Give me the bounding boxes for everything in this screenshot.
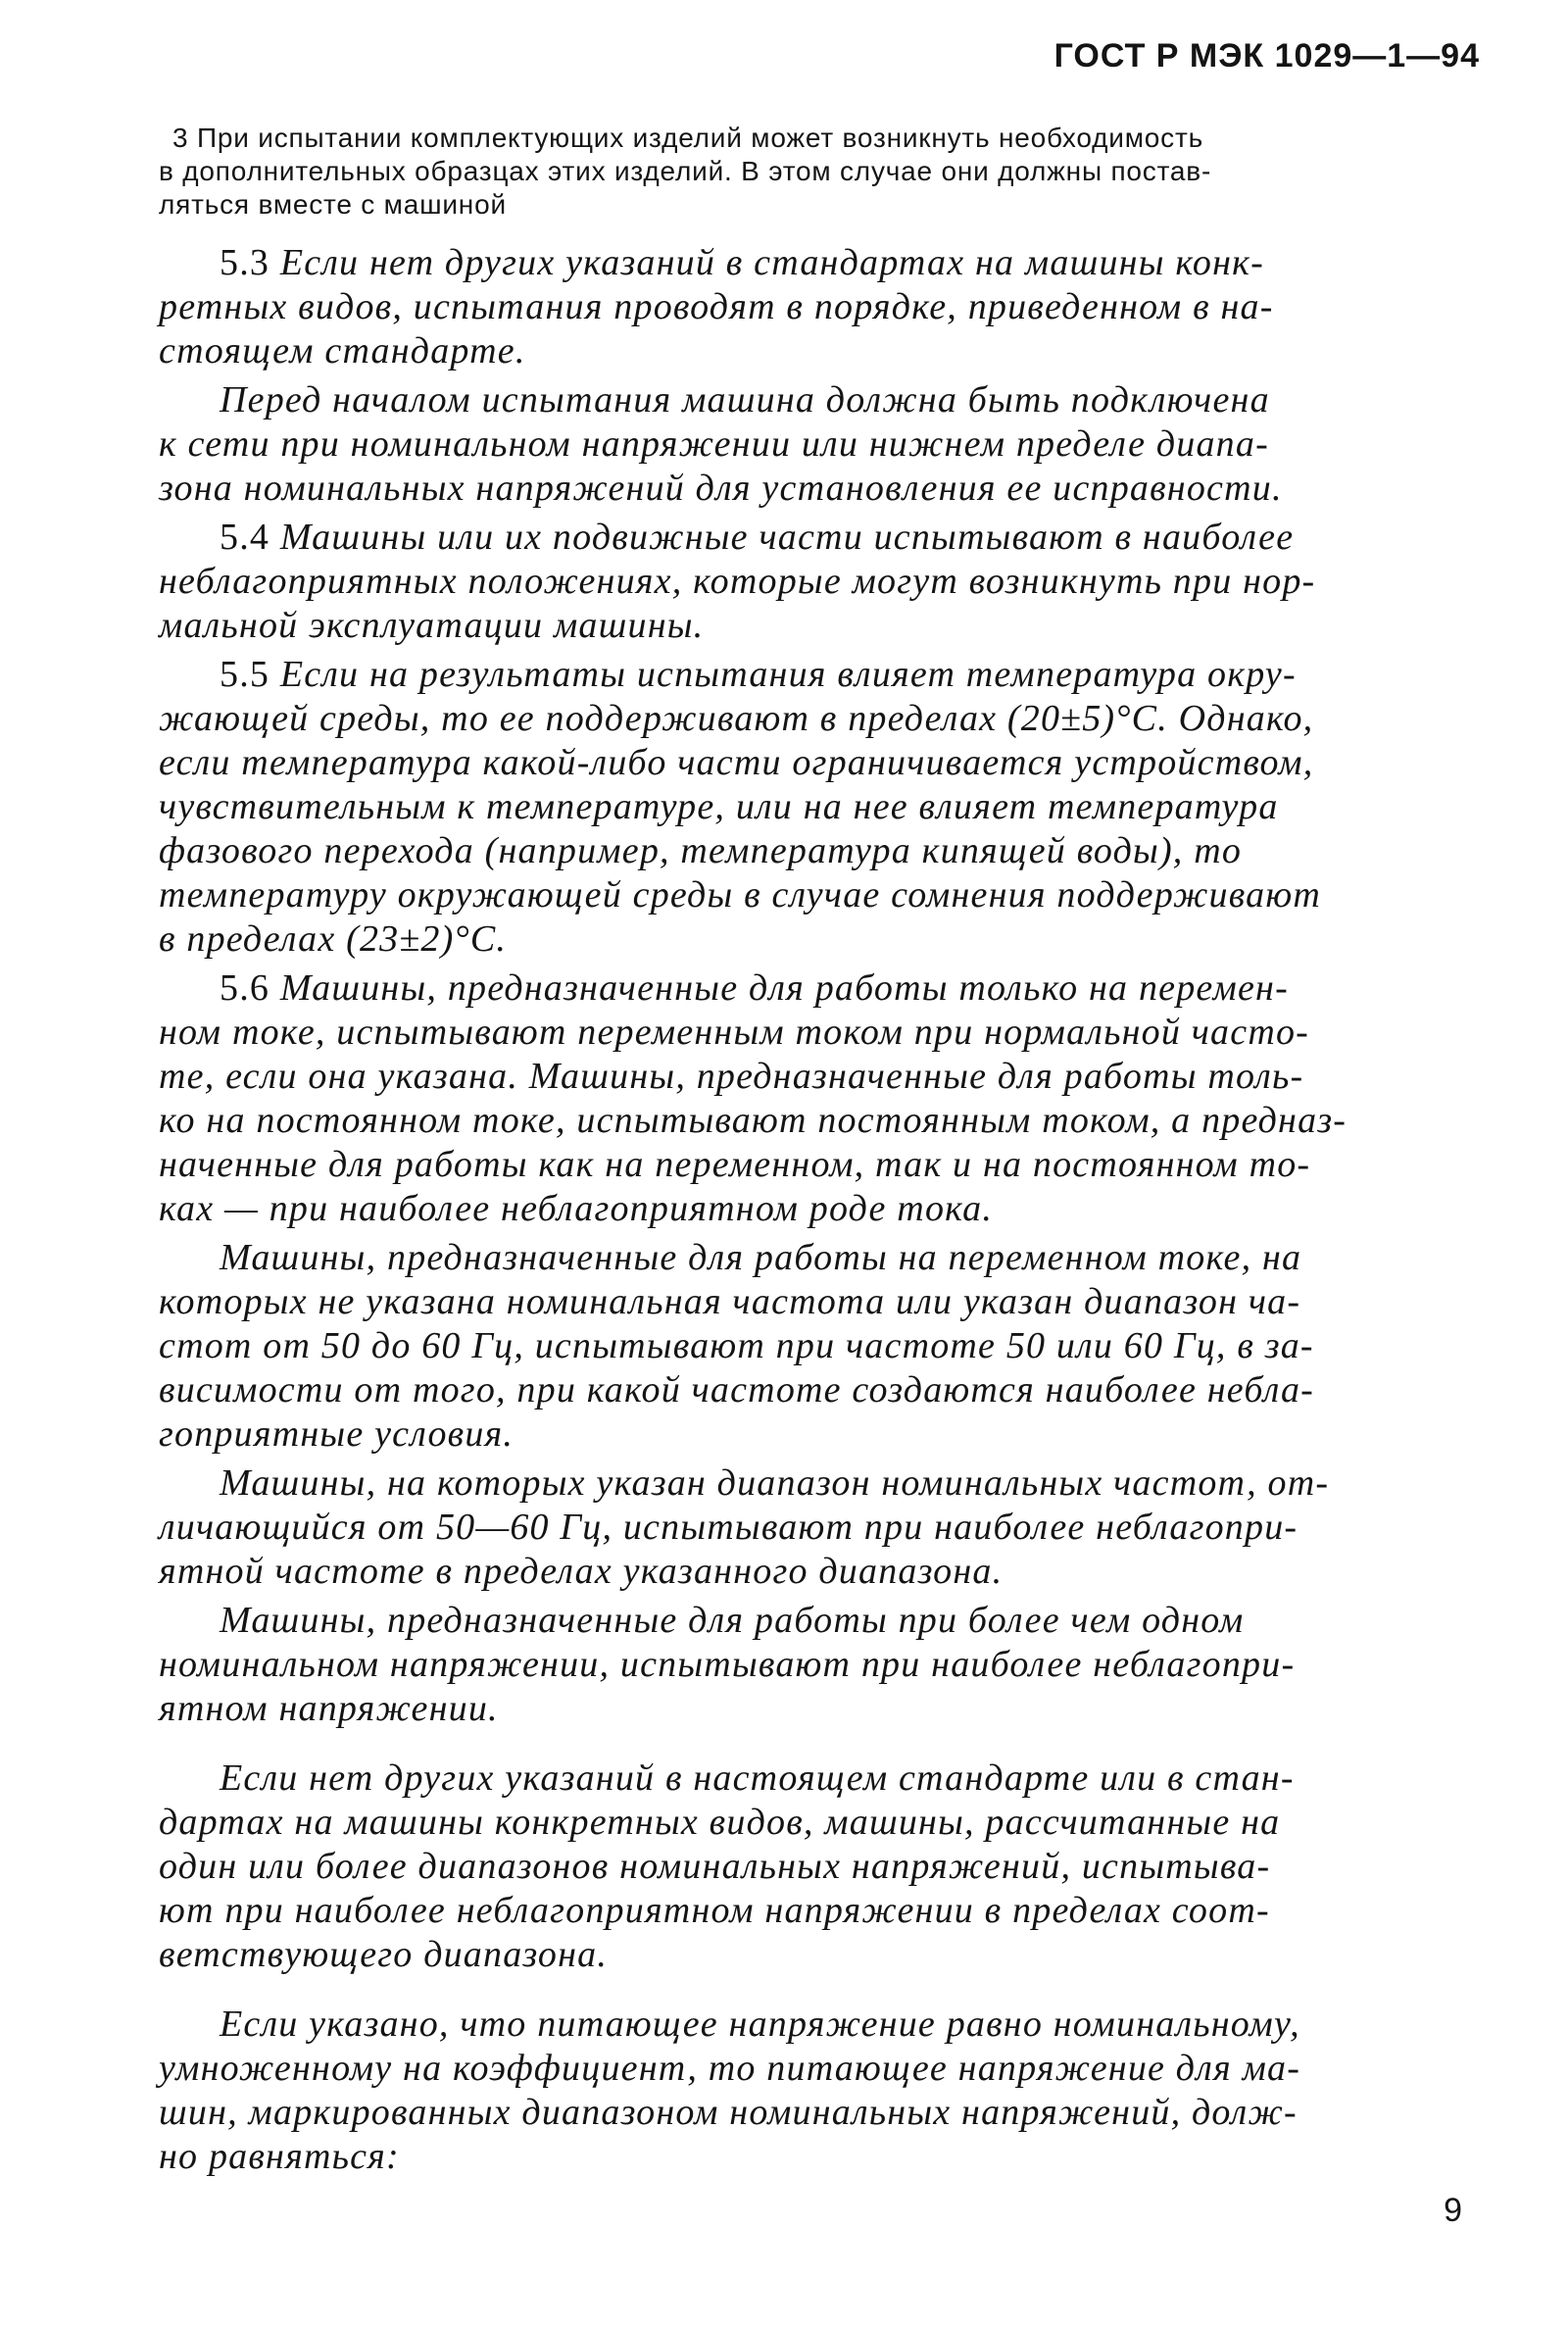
clause-number: 5.5 — [220, 654, 270, 695]
paragraph-line — [159, 1599, 1472, 1643]
line-text: номинальном напряжении, испытывают при наиболее неблагопри- — [159, 1644, 1296, 1685]
paragraph-line — [159, 1757, 1472, 1801]
line-text: ветствующего диапазона. — [159, 1934, 609, 1975]
paragraph-line — [159, 1011, 1472, 1055]
paragraph-line — [159, 1550, 1472, 1594]
line-text: Машины, предназначенные для работы только на перемен- — [279, 967, 1289, 1009]
paragraph — [159, 2003, 1472, 2179]
paragraph-line — [159, 741, 1472, 785]
body-text — [159, 241, 1472, 2184]
paragraph-line — [159, 1280, 1472, 1324]
paragraph-line — [159, 1506, 1472, 1550]
paragraph — [159, 1757, 1472, 1977]
paragraph-line — [159, 1324, 1472, 1368]
line-text: Если нет других указаний в настоящем стандарте или в стан- — [220, 1757, 1295, 1799]
line-text: к сети при номинальном напряжении или нижнем пределе диапа- — [159, 423, 1269, 465]
paragraph — [159, 1599, 1472, 1731]
paragraph — [159, 378, 1472, 511]
paragraph-line — [159, 1933, 1472, 1977]
clause-number: 5.4 — [220, 517, 270, 558]
paragraph-line — [159, 873, 1472, 917]
line-text: личающийся от 50—60 Гц, испытывают при наиболее неблагопри- — [159, 1507, 1298, 1548]
paragraph-line — [159, 1055, 1472, 1099]
paragraph — [159, 1236, 1472, 1457]
line-text: один или более диапазонов номинальных напряжений, испытыва- — [159, 1846, 1271, 1887]
paragraph-line — [159, 1412, 1472, 1457]
line-text: жающей среды, то ее поддерживают в пределах (20±5)°С. Однако, — [159, 698, 1314, 739]
line-text: ном токе, испытывают переменным током при нормальной часто- — [159, 1012, 1310, 1053]
paragraph-line — [159, 1687, 1472, 1731]
line-text: но равняться: — [159, 2136, 400, 2177]
line-text: Машины, на которых указан диапазон номинальных частот, от- — [220, 1462, 1330, 1504]
paragraph-line — [159, 1368, 1472, 1412]
line-text: Если нет других указаний в стандартах на машины конк- — [279, 242, 1264, 283]
line-text: Если указано, что питающее напряжение равно номинальному, — [220, 2004, 1300, 2045]
paragraph-line — [159, 2047, 1472, 2091]
paragraph-line — [159, 2003, 1472, 2047]
paragraph-line — [159, 1187, 1472, 1231]
paragraph-line — [159, 1099, 1472, 1143]
line-text: температуру окружающей среды в случае сомнения поддерживают — [159, 874, 1321, 916]
paragraph-line — [159, 2091, 1472, 2135]
paragraph-line — [159, 560, 1472, 604]
line-text: Перед началом испытания машина должна быть подключена — [220, 379, 1270, 421]
line-text: фазового перехода (например, температура кипящей воды), то — [159, 830, 1243, 871]
line-text: Машины, предназначенные для работы при более чем одном — [220, 1600, 1245, 1641]
note-3 — [159, 122, 1492, 222]
line-text: ятной частоте в пределах указанного диапазона. — [159, 1551, 1004, 1592]
line-text: стоящем стандарте. — [159, 330, 526, 371]
paragraph-line — [159, 1143, 1472, 1187]
line-text: мальной эксплуатации машины. — [159, 605, 705, 646]
paragraph-line — [159, 241, 1472, 285]
paragraph-line — [159, 604, 1472, 648]
paragraph-line — [159, 285, 1472, 329]
paragraph — [159, 1461, 1472, 1594]
line-text: ках — при наиболее неблагоприятном роде тока. — [159, 1188, 994, 1229]
clause-5-4 — [159, 516, 1472, 648]
clause-5-5 — [159, 653, 1472, 962]
line-text: чувствительным к температуре, или на нее влияет температура — [159, 786, 1279, 827]
line-text: зона номинальных напряжений для установления ее исправности. — [159, 468, 1283, 509]
line-text: шин, маркированных диапазоном номинальных напряжений, долж- — [159, 2092, 1298, 2133]
paragraph-line — [159, 1461, 1472, 1506]
note-line: 3 При испытании комплектующих изделий может возникнуть необходимость — [172, 123, 1203, 153]
clause-number: 5.6 — [220, 967, 270, 1009]
line-text: те, если она указана. Машины, предназначенные для работы толь- — [159, 1056, 1304, 1097]
clause-5-3 — [159, 241, 1472, 373]
paragraph-line — [159, 467, 1472, 511]
note-line: ляться вместе с машиной — [159, 189, 507, 220]
paragraph-line — [159, 2135, 1472, 2179]
line-text: умноженному на коэффициент, то питающее напряжение для ма- — [159, 2048, 1301, 2089]
paragraph-line — [159, 1643, 1472, 1687]
paragraph-line — [159, 917, 1472, 962]
line-text: ют при наиболее неблагоприятном напряжении в пределах соот- — [159, 1890, 1270, 1931]
clause-number: 5.3 — [220, 242, 270, 283]
line-text: наченные для работы как на переменном, так и на постоянном то- — [159, 1144, 1311, 1185]
paragraph-line — [159, 697, 1472, 741]
line-text: дартах на машины конкретных видов, машины, рассчитанные на — [159, 1802, 1281, 1843]
note-line: в дополнительных образцах этих изделий. В этом случае они должны постав- — [159, 156, 1212, 186]
line-text: Если на результаты испытания влияет температура окру- — [279, 654, 1297, 695]
paragraph-line — [159, 516, 1472, 560]
page-header-standard-title: ГОСТ Р МЭК 1029—1—94 — [1054, 37, 1480, 74]
paragraph-line — [159, 966, 1472, 1011]
line-text: гоприятные условия. — [159, 1413, 514, 1455]
clause-5-6 — [159, 966, 1472, 1231]
line-text: в пределах (23±2)°С. — [159, 918, 508, 960]
line-text: ретных видов, испытания проводят в порядке, приведенном в на- — [159, 286, 1274, 327]
page-number: 9 — [1444, 2192, 1462, 2229]
line-text: ятном напряжении. — [159, 1688, 499, 1729]
line-text: висимости от того, при какой частоте создаются наиболее небла- — [159, 1369, 1314, 1410]
paragraph-line — [159, 1236, 1472, 1280]
line-text: стот от 50 до 60 Гц, испытывают при частоте 50 или 60 Гц, в за- — [159, 1325, 1314, 1366]
paragraph-line — [159, 1889, 1472, 1933]
paragraph-line — [159, 1801, 1472, 1845]
line-text: Машины, предназначенные для работы на переменном токе, на — [220, 1237, 1302, 1278]
line-text: Машины или их подвижные части испытывают в наиболее — [279, 517, 1295, 558]
paragraph-line — [159, 653, 1472, 697]
line-text: если температура какой-либо части ограничивается устройством, — [159, 742, 1314, 783]
paragraph-line — [159, 329, 1472, 373]
line-text: неблагоприятных положениях, которые могут возникнуть при нор- — [159, 561, 1316, 602]
paragraph-line — [159, 785, 1472, 829]
paragraph-line — [159, 1845, 1472, 1889]
paragraph-line — [159, 829, 1472, 873]
paragraph-line — [159, 422, 1472, 467]
paragraph-line — [159, 378, 1472, 422]
line-text: которых не указана номинальная частота или указан диапазон ча- — [159, 1281, 1301, 1322]
line-text: ко на постоянном токе, испытывают постоянным током, а предназ- — [159, 1100, 1348, 1141]
